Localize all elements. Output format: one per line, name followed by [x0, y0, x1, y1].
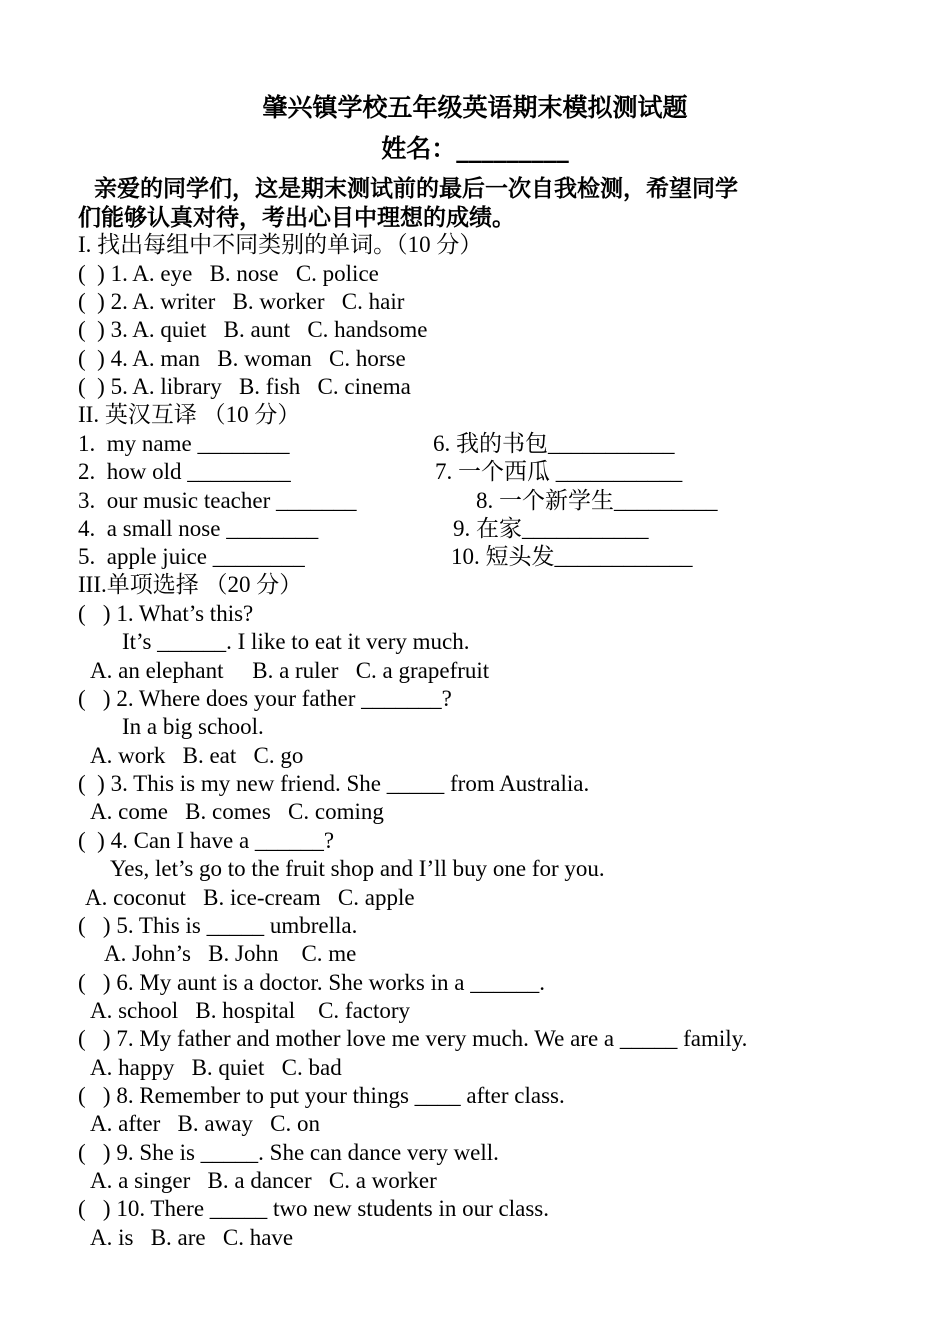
translation-item-en: 1. my name ________: [78, 431, 290, 456]
translation-item-zh: 8. 一个新学生_________: [476, 488, 718, 513]
question-line: ( ) 4. Can I have a ______?: [78, 828, 335, 853]
section-1-item: ( ) 1. A. eye B. nose C. police: [78, 261, 379, 286]
answer-options: A. school B. hospital C. factory: [90, 998, 411, 1023]
answer-options: A. John’s B. John C. me: [104, 941, 357, 966]
question-line: ( ) 2. Where does your father _______?: [78, 686, 452, 711]
section-1-heading: I. 找出每组中不同类别的单词。（10 分）: [78, 232, 483, 257]
answer-options: A. a singer B. a dancer C. a worker: [90, 1168, 437, 1193]
section-1-item: ( ) 2. A. writer B. worker C. hair: [78, 289, 405, 314]
answer-options: A. is B. are C. have: [90, 1225, 294, 1250]
translation-item-zh: 10. 短头发____________: [451, 544, 693, 569]
question-line: ( ) 8. Remember to put your things ____ after class.: [78, 1083, 565, 1108]
translation-item-en: 4. a small nose ________: [78, 516, 319, 541]
translation-item-en: 2. how old _________: [78, 459, 291, 484]
question-line: ( ) 10. There _____ two new students in our class.: [78, 1196, 549, 1221]
section-3-heading: III.单项选择 （20 分）: [78, 572, 303, 597]
answer-options: A. happy B. quiet C. bad: [90, 1055, 342, 1080]
intro-line-1: 亲爱的同学们，这是期末测试前的最后一次自我检测，希望同学: [78, 175, 739, 202]
question-line: It’s ______. I like to eat it very much.: [122, 629, 470, 654]
answer-options: A. after B. away C. on: [90, 1111, 320, 1136]
translation-item-zh: 6. 我的书包___________: [433, 431, 675, 456]
section-1-item: ( ) 3. A. quiet B. aunt C. handsome: [78, 317, 428, 342]
translation-item-en: 5. apple juice ________: [78, 544, 305, 569]
question-line: Yes, let’s go to the fruit shop and I’ll buy one for you.: [110, 856, 605, 881]
name-field-label: 姓名：_________: [381, 134, 569, 163]
answer-options: A. an elephant B. a ruler C. a grapefruit: [90, 658, 490, 683]
section-1-item: ( ) 5. A. library B. fish C. cinema: [78, 374, 411, 399]
question-line: ( ) 3. This is my new friend. She _____ from Australia.: [78, 771, 590, 796]
intro-line-2: 们能够认真对待，考出心目中理想的成绩。: [78, 204, 515, 231]
section-1-item: ( ) 4. A. man B. woman C. horse: [78, 346, 406, 371]
question-line: ( ) 9. She is _____. She can dance very well.: [78, 1140, 499, 1165]
question-line: In a big school.: [122, 714, 264, 739]
question-line: ( ) 1. What’s this?: [78, 601, 254, 626]
question-line: ( ) 5. This is _____ umbrella.: [78, 913, 358, 938]
answer-options: A. come B. comes C. coming: [90, 799, 384, 824]
translation-item-zh: 7. 一个西瓜 ___________: [435, 459, 683, 484]
answer-options: A. work B. eat C. go: [90, 743, 304, 768]
answer-options: A. coconut B. ice-cream C. apple: [85, 885, 415, 910]
translation-item-en: 3. our music teacher _______: [78, 488, 357, 513]
exam-title: 肇兴镇学校五年级英语期末模拟测试题: [262, 93, 688, 122]
section-2-heading: II. 英汉互译 （10 分）: [78, 402, 301, 427]
question-line: ( ) 6. My aunt is a doctor. She works in a ______.: [78, 970, 545, 995]
translation-item-zh: 9. 在家___________: [453, 516, 649, 541]
question-line: ( ) 7. My father and mother love me very much. We are a _____ family.: [78, 1026, 748, 1051]
